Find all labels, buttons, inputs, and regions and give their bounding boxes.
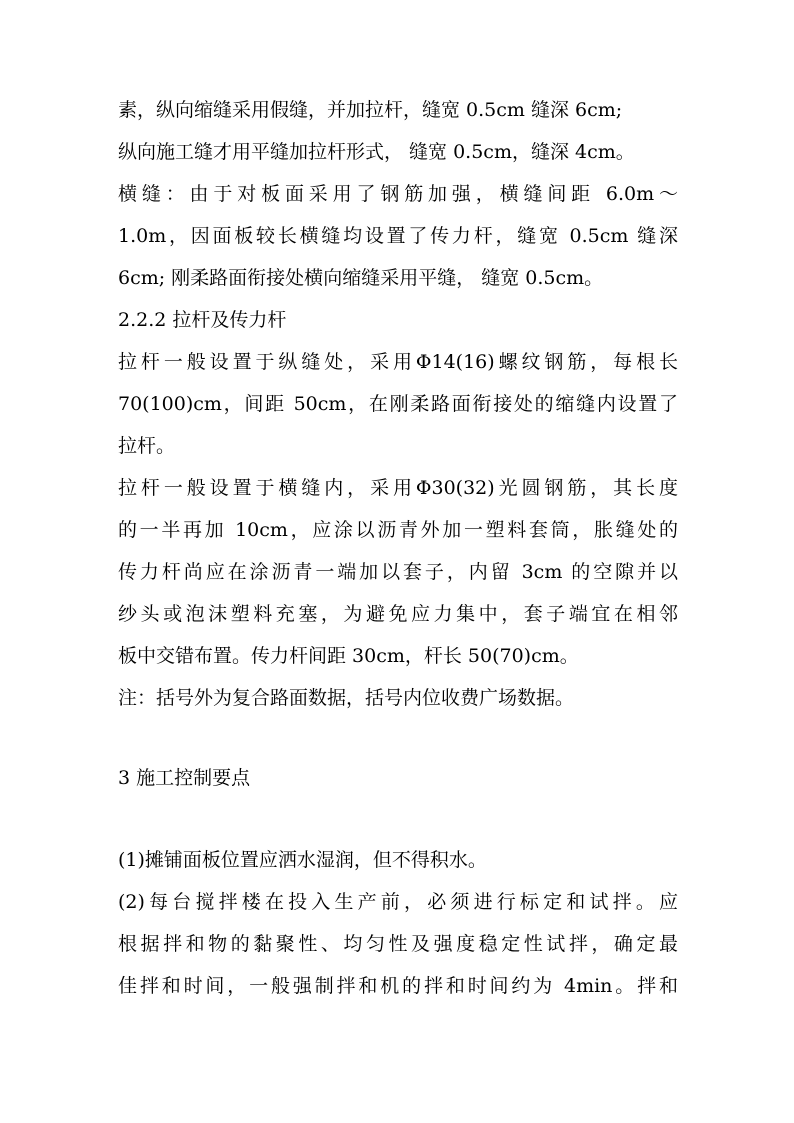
text-line-11: 的一半再加 10cm，应涂以沥青外加一塑料套筒，胀缝处的 [118, 519, 678, 541]
text-line-4: 1.0m，因面板较长横缝均设置了传力杆，缝宽 0.5cm 缝深 [118, 225, 678, 247]
list-item-2-line-1: (2)每台搅拌楼在投入生产前，必须进行标定和试拌。应 [118, 891, 678, 913]
section-heading-2-2-2: 2.2.2 拉杆及传力杆 [118, 309, 287, 331]
text-line-14: 板中交错布置。传力杆间距 30cm，杆长 50(70)cm。 [118, 645, 579, 667]
list-item-2-line-2: 根据拌和物的黏聚性、均匀性及强度稳定性试拌，确定最 [118, 933, 678, 955]
text-line-8: 70(100)cm，间距 50cm，在刚柔路面衔接处的缩缝内设置了 [118, 393, 678, 415]
text-line-10: 拉杆一般设置于横缝内，采用Φ30(32)光圆钢筋，其长度 [118, 477, 678, 499]
text-line-7: 拉杆一般设置于纵缝处，采用Φ14(16)螺纹钢筋，每根长 [118, 351, 678, 373]
text-line-3: 横缝：由于对板面采用了钢筋加强，横缝间距 6.0m～ [118, 183, 678, 205]
text-line-9: 拉杆。 [118, 435, 176, 457]
text-line-13: 纱头或泡沫塑料充塞，为避免应力集中，套子端宜在相邻 [118, 603, 678, 625]
text-line-2: 纵向施工缝才用平缝加拉杆形式， 缝宽 0.5cm，缝深 4cm。 [118, 141, 635, 163]
section-heading-3: 3 施工控制要点 [118, 767, 251, 789]
list-item-1: (1)摊铺面板位置应洒水湿润，但不得积水。 [118, 849, 487, 871]
note-line: 注：括号外为复合路面数据，括号内位收费广场数据。 [118, 687, 575, 709]
list-item-2-line-3: 佳拌和时间，一般强制拌和机的拌和时间约为 4min。拌和 [118, 975, 678, 997]
text-line-5: 6cm; 刚柔路面衔接处横向缩缝采用平缝， 缝宽 0.5cm。 [118, 267, 604, 289]
text-line-12: 传力杆尚应在涂沥青一端加以套子，内留 3cm 的空隙并以 [118, 561, 678, 583]
text-line-1: 素，纵向缩缝采用假缝，并加拉杆，缝宽 0.5cm 缝深 6cm; [118, 99, 623, 121]
